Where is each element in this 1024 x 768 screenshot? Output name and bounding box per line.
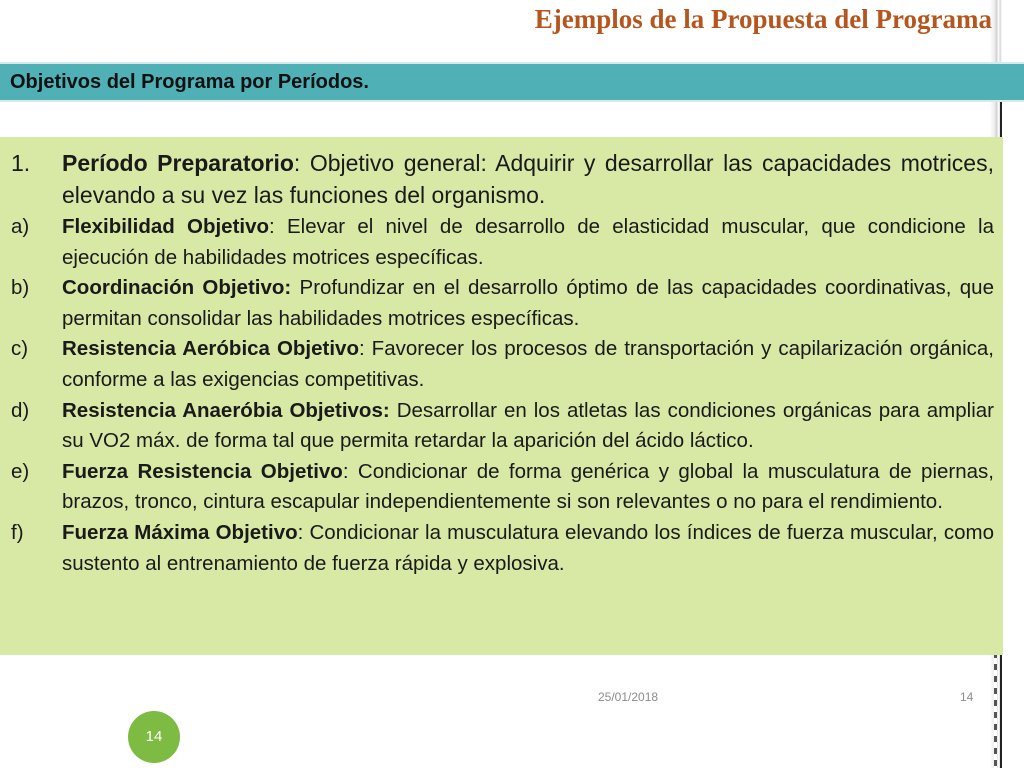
item-heading: Flexibilidad Objetivo: [62, 215, 270, 238]
item-heading: Resistencia Anaeróbia Objetivos:: [62, 398, 390, 422]
footer-date: 25/01/2018: [598, 690, 659, 704]
item-text: : Favorecer los procesos de transportación y capilarización orgánica, conforme a las exigencias competitivas.: [62, 337, 994, 391]
list-marker: b): [11, 276, 30, 300]
list-marker: e): [11, 459, 30, 483]
item-text: : Objetivo general: Adquirir y desarrollar las capacidades motrices, elevando a su vez las funciones del organismo.: [62, 150, 994, 208]
list-marker: c): [11, 337, 29, 361]
slide-title: Ejemplos de la Propuesta del Programa: [534, 4, 992, 34]
item-heading: Período Preparatorio: [62, 150, 294, 176]
list-marker: d): [11, 398, 30, 422]
item-text: : Condicionar la musculatura elevando los índices de fuerza muscular, como sustento al entrenamiento de fuerza rápida y explosiva.: [62, 520, 994, 575]
list-item-resistencia-anaerobia: [11, 396, 994, 457]
list-item-body: [62, 273, 994, 334]
content-box: [0, 137, 1003, 655]
list-marker: a): [11, 215, 30, 238]
slide-subtitle: Objetivos del Programa por Períodos.: [10, 71, 369, 93]
list-item-body: [62, 147, 994, 211]
list-item-resistencia-aerobica: [11, 334, 994, 395]
list-item-body: [62, 396, 994, 457]
list-item-body: [62, 212, 994, 273]
footer-page-number: 14: [960, 690, 974, 704]
item-heading: Resistencia Aeróbica Objetivo: [62, 337, 359, 361]
list-item-flexibilidad: [11, 212, 994, 273]
item-text: : Condicionar de forma genérica y global la musculatura de piernas, brazos, tronco, cintura escapular independientemente si son relevantes o no para el rendimiento.: [62, 459, 994, 514]
list-item-fuerza-maxima: [11, 518, 994, 579]
item-heading: Coordinación Objetivo:: [62, 276, 292, 300]
list-item-coordinacion: [11, 273, 994, 334]
item-text: : Elevar el nivel de desarrollo de elasticidad muscular, que condicione la ejecución de habilidades motrices específicas.: [62, 215, 994, 269]
list-item-body: [62, 334, 994, 395]
item-text: Profundizar en el desarrollo óptimo de las capacidades coordinativas, que permitan consolidar las habilidades motrices específicas.: [62, 276, 994, 330]
item-heading: Fuerza Resistencia Objetivo: [62, 459, 343, 483]
item-text: Desarrollar en los atletas las condiciones orgánicas para ampliar su VO2 máx. de forma tal que permita retardar la aparición del ácido láctico.: [62, 398, 994, 453]
item-heading: Fuerza Máxima Objetivo: [62, 520, 298, 544]
main-objective-item: [11, 147, 994, 211]
list-item-fuerza-resistencia: [11, 457, 994, 518]
list-item-body: [62, 518, 994, 579]
subtitle-bar: [0, 62, 1024, 102]
page-number-badge: 14: [128, 711, 180, 763]
list-item-body: [62, 457, 994, 518]
list-marker: 1.: [11, 150, 31, 176]
page-edge-dashes: [994, 640, 997, 768]
list-marker: f): [11, 520, 24, 544]
